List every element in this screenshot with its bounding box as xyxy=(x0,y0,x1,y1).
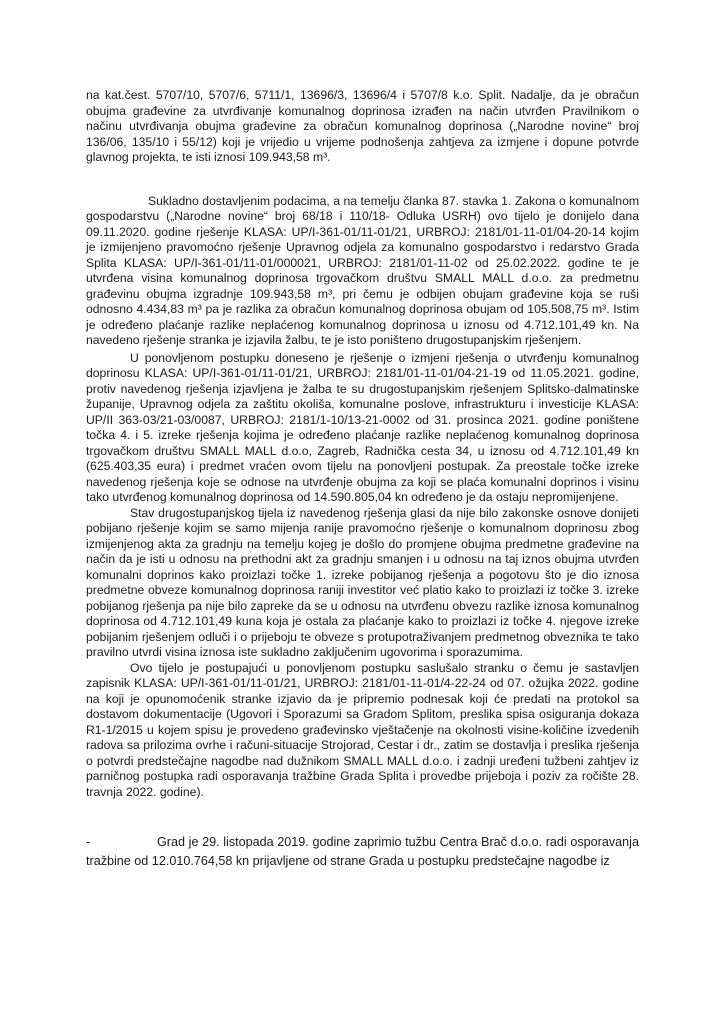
bullet-item-tuzba-centra-brac xyxy=(86,833,639,871)
bullet-text: Grad je 29. listopada 2019. godine zaprimio tužbu Centra Brač d.o.o. radi osporavanja tražbine od 12.010.764,58 kn prijavljene od strane Grada u postupku predstečajne nagodbe iz xyxy=(86,835,639,868)
paragraph-ponovljeni-postupak: U ponovljenom postupku doneseno je rješenje o izmjeni rješenja o utvrđenju komunalnog doprinosu KLASA: UP/I-361-01/11-01/21, URBROJ: 2181/01-11-01/04-21-19 od 11.05.2021. godine, protiv navedenog rješenja izjavljena je žalba te su drugostupanjskim rješenjem Splitsko-dalmatinske županije, Upravnog odjela za zaštitu okoliša, komunalne poslove, infrastrukturu i investicije KLASA: UP/II 363-03/21-03/0087, URBROJ: 2181/1-10/13-21-0002 od 31. prosinca 2021. godine poništene točka 4. i 5. izreke rješenja kojima je određeno plaćanje razlike neplaćenog komunalnog doprinosa trgovačkom društvu SMALL MALL d.o.o, Zagreb, Radnička cesta 34, u iznosu od 4.712.101,49 kn (625.403,35 eura) i predmet vraćen ovom tijelu na ponovljeni postupak. Za preostale točke izreke navedenog rješenja koje se odnose na utvrđenje obujma za koji se plaća komunalni doprinos i visinu tako utvrđenog komunalnog doprinosa od 14.590.805,04 kn određeno je da ostaju nepromijenjene. xyxy=(86,350,639,504)
paragraph-obujam-gradevine: na kat.čest. 5707/10, 5707/6, 5711/1, 13696/3, 13696/4 i 5707/8 k.o. Split. Nadalje, da je obračun obujma građevine za utvrđivanje komunalnog doprinosa izrađen na način utvrđen Pravilnikom o načinu utvrđivanja obujma građevine za obračun komunalnog doprinosa („Narodne novine“ broj 136/06, 135/10 i 55/12) koji je vrijedio u vrijeme podnošenja zahtjeva za izmjene i dopune potvrde glavnog projekta, te isti iznosi 109.943,58 m³. xyxy=(86,88,639,164)
bullet-dash: - xyxy=(86,835,91,849)
paragraph-saslusanje-stranke: Ovo tijelo je postupajući u ponovljenom postupku saslušalo stranku o čemu je sastavljen zapisnik KLASA: UP/I-361-01/11-01/21, URBROJ: 2181/01-11-01/4-22-24 od 07. ožujka 2022. godine na koji je opunomoćenik stranke izjavio da je pripremio podnesak koji će predati na protokol sa dostavom dokumentacije (Ugovori i Sporazumi sa Gradom Splitom, preslika spisa osiguranja dokaza R1-1/2015 u kojem spisu je provedeno građevinsko vještačenje na okolnosti visine-količine izvedenih radova sa prilozima ovrhe i računi-situacije Strojorad, Cestar i dr., zatim se dostavlja i preslika rješenja o potvrdi predstečajne nagodbe nad dužnikom SMALL MALL d.o.o. i zadnji uređeni tužbeni zahtjev iz parničnog postupka radi osporavanja tražbine Grada Splita i provedbe prijeboja i poziv za ročište 28. travnja 2022. godine). xyxy=(86,660,639,799)
document-page xyxy=(86,88,639,871)
paragraph-sukladno-dostavljenim: Sukladno dostavljenim podacima, a na temelju članka 87. stavka 1. Zakona o komunalnom gospodarstvu („Narodne novine“ broj 68/18 i 110/18- Odluka USRH) ovo tijelo je donijelo dana 09.11.2020. godine rješenje KLASA: UP/I-361-01/11-01/21, URBROJ: 2181/01-11-01/04-20-14 kojim je izmijenjeno pravomoćno rješenje Upravnog odjela za komunalno gospodarstvo i redarstvo Grada Splita KLASA: UP/I-361-01/11-01/000021, URBROJ: 2181/01-11-02 od 25.02.2022. godine te je utvrđena visina komunalnog doprinosa trgovačkom društvu SMALL MALL d.o.o. za predmetnu građevinu obujma izgradnje 109.943,58 m³, pri čemu je odbijen obujam građevine koja se ruši odnosno 4.434,83 m³ pa je razlika za obračun komunalnog doprinosa obujam od 105.508,75 m³. Istim je određeno plaćanje razlike neplaćenog komunalnog doprinosa u iznosu od 4.712.101,49 kn. Na navedeno rješenje stranka je izjavila žalbu, te je isto poništeno drugostupanjskim rješenjem. xyxy=(86,193,639,347)
paragraph-stav-drugostupanjskog: Stav drugostupanjskog tijela iz navedenog rješenja glasi da nije bilo zakonske osnove donijeti pobijano rješenje kojim se samo mijenja ranije pravomoćno rješenje o komunalnom doprinosu zbog izmijenjenog akta za gradnju na temelju kojeg je došlo do promjene obujma predmetne građevine na način da je isti u odnosu na prethodni akt za gradnju smanjen i u odnosu na taj iznos obujma utvrđen komunalni doprinos kako proizlazi točke 1. izreke pobijanog rješenja a pogotovu što je dio iznosa predmetne obveze komunalnog doprinosa raniji investitor već platio kako to proizlazi iz točke 3. izreke pobijanog rješenja pa nije bilo zapreke da se u odnosu na utvrđenu obvezu razlike iznosa komunalnog doprinosa od 4.712.101,49 kuna koja je ostala za plaćanje kako to proizlazi iz točke 4. njegove izreke pobijanim rješenjem odluči i o prijeboju te obveze s protupotraživanjem predmetnog obveznika te tako pravilno utvrdi visina iznosa iste sukladno zaključenim ugovorima i sporazumima. xyxy=(86,505,639,659)
